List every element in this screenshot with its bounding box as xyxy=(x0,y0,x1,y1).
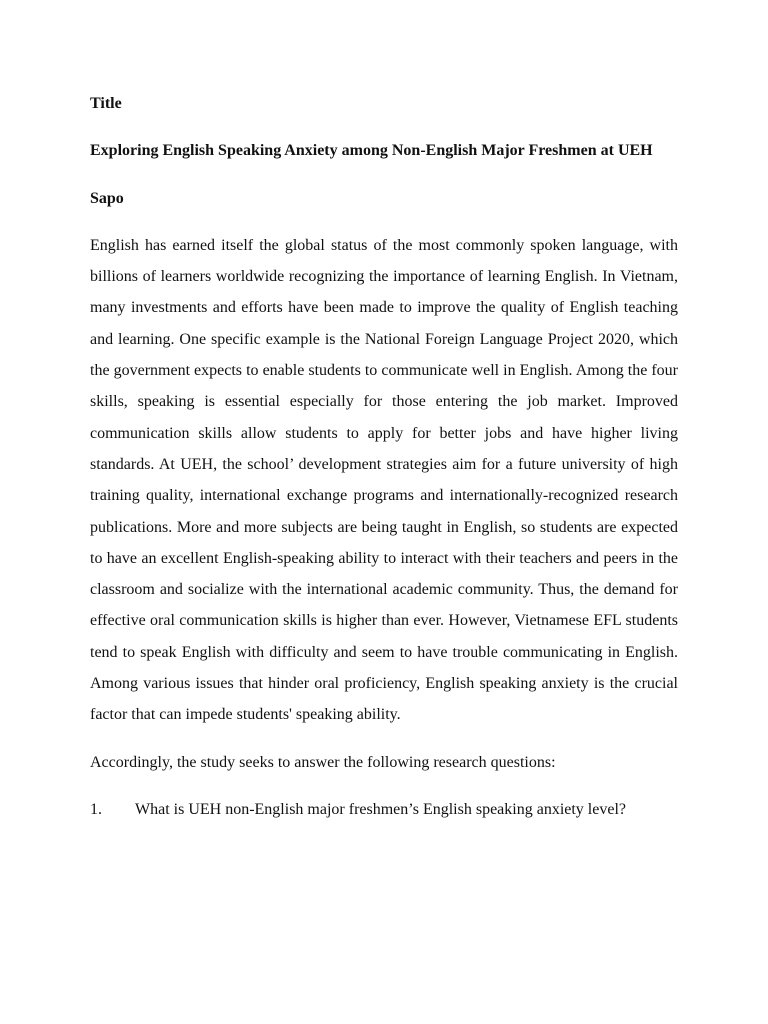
questions-intro: Accordingly, the study seeks to answer the following research questions: xyxy=(90,753,556,771)
sapo-paragraph: English has earned itself the global status of the most commonly spoken language, with billions of learners worldwide recognizing the importance of learning English. In Vietnam, many investments and efforts have been made to improve the quality of English teaching and learning. One specific example is the National Foreign Language Project 2020, which the government expects to enable students to communicate well in English. Among the four skills, speaking is essential especially for those entering the job market. Improved communication skills allow students to apply for better jobs and have higher living standards. At UEH, the school’ development strategies aim for a future university of high training quality, international exchange programs and internationally-recognized research publications. More and more subjects are being taught in English, so students are expected to have an excellent English-speaking ability to interact with their teachers and peers in the classroom and socialize with the international academic community. Thus, the demand for effective oral communication skills is higher than ever. However, Vietnamese EFL students tend to speak English with difficulty and seem to have trouble communicating in English. Among various issues that hinder oral proficiency, English speaking anxiety is the crucial factor that can impede students' speaking ability. xyxy=(90,236,678,724)
research-question-item xyxy=(90,794,678,825)
research-question-number: 1. xyxy=(90,800,102,818)
article-title: Exploring English Speaking Anxiety among Non-English Major Freshmen at UEH xyxy=(90,142,653,160)
title-label: Title xyxy=(90,95,122,112)
sapo-label: Sapo xyxy=(90,189,124,207)
research-question-text: What is UEH non-English major freshmen’s English speaking anxiety level? xyxy=(135,800,626,818)
